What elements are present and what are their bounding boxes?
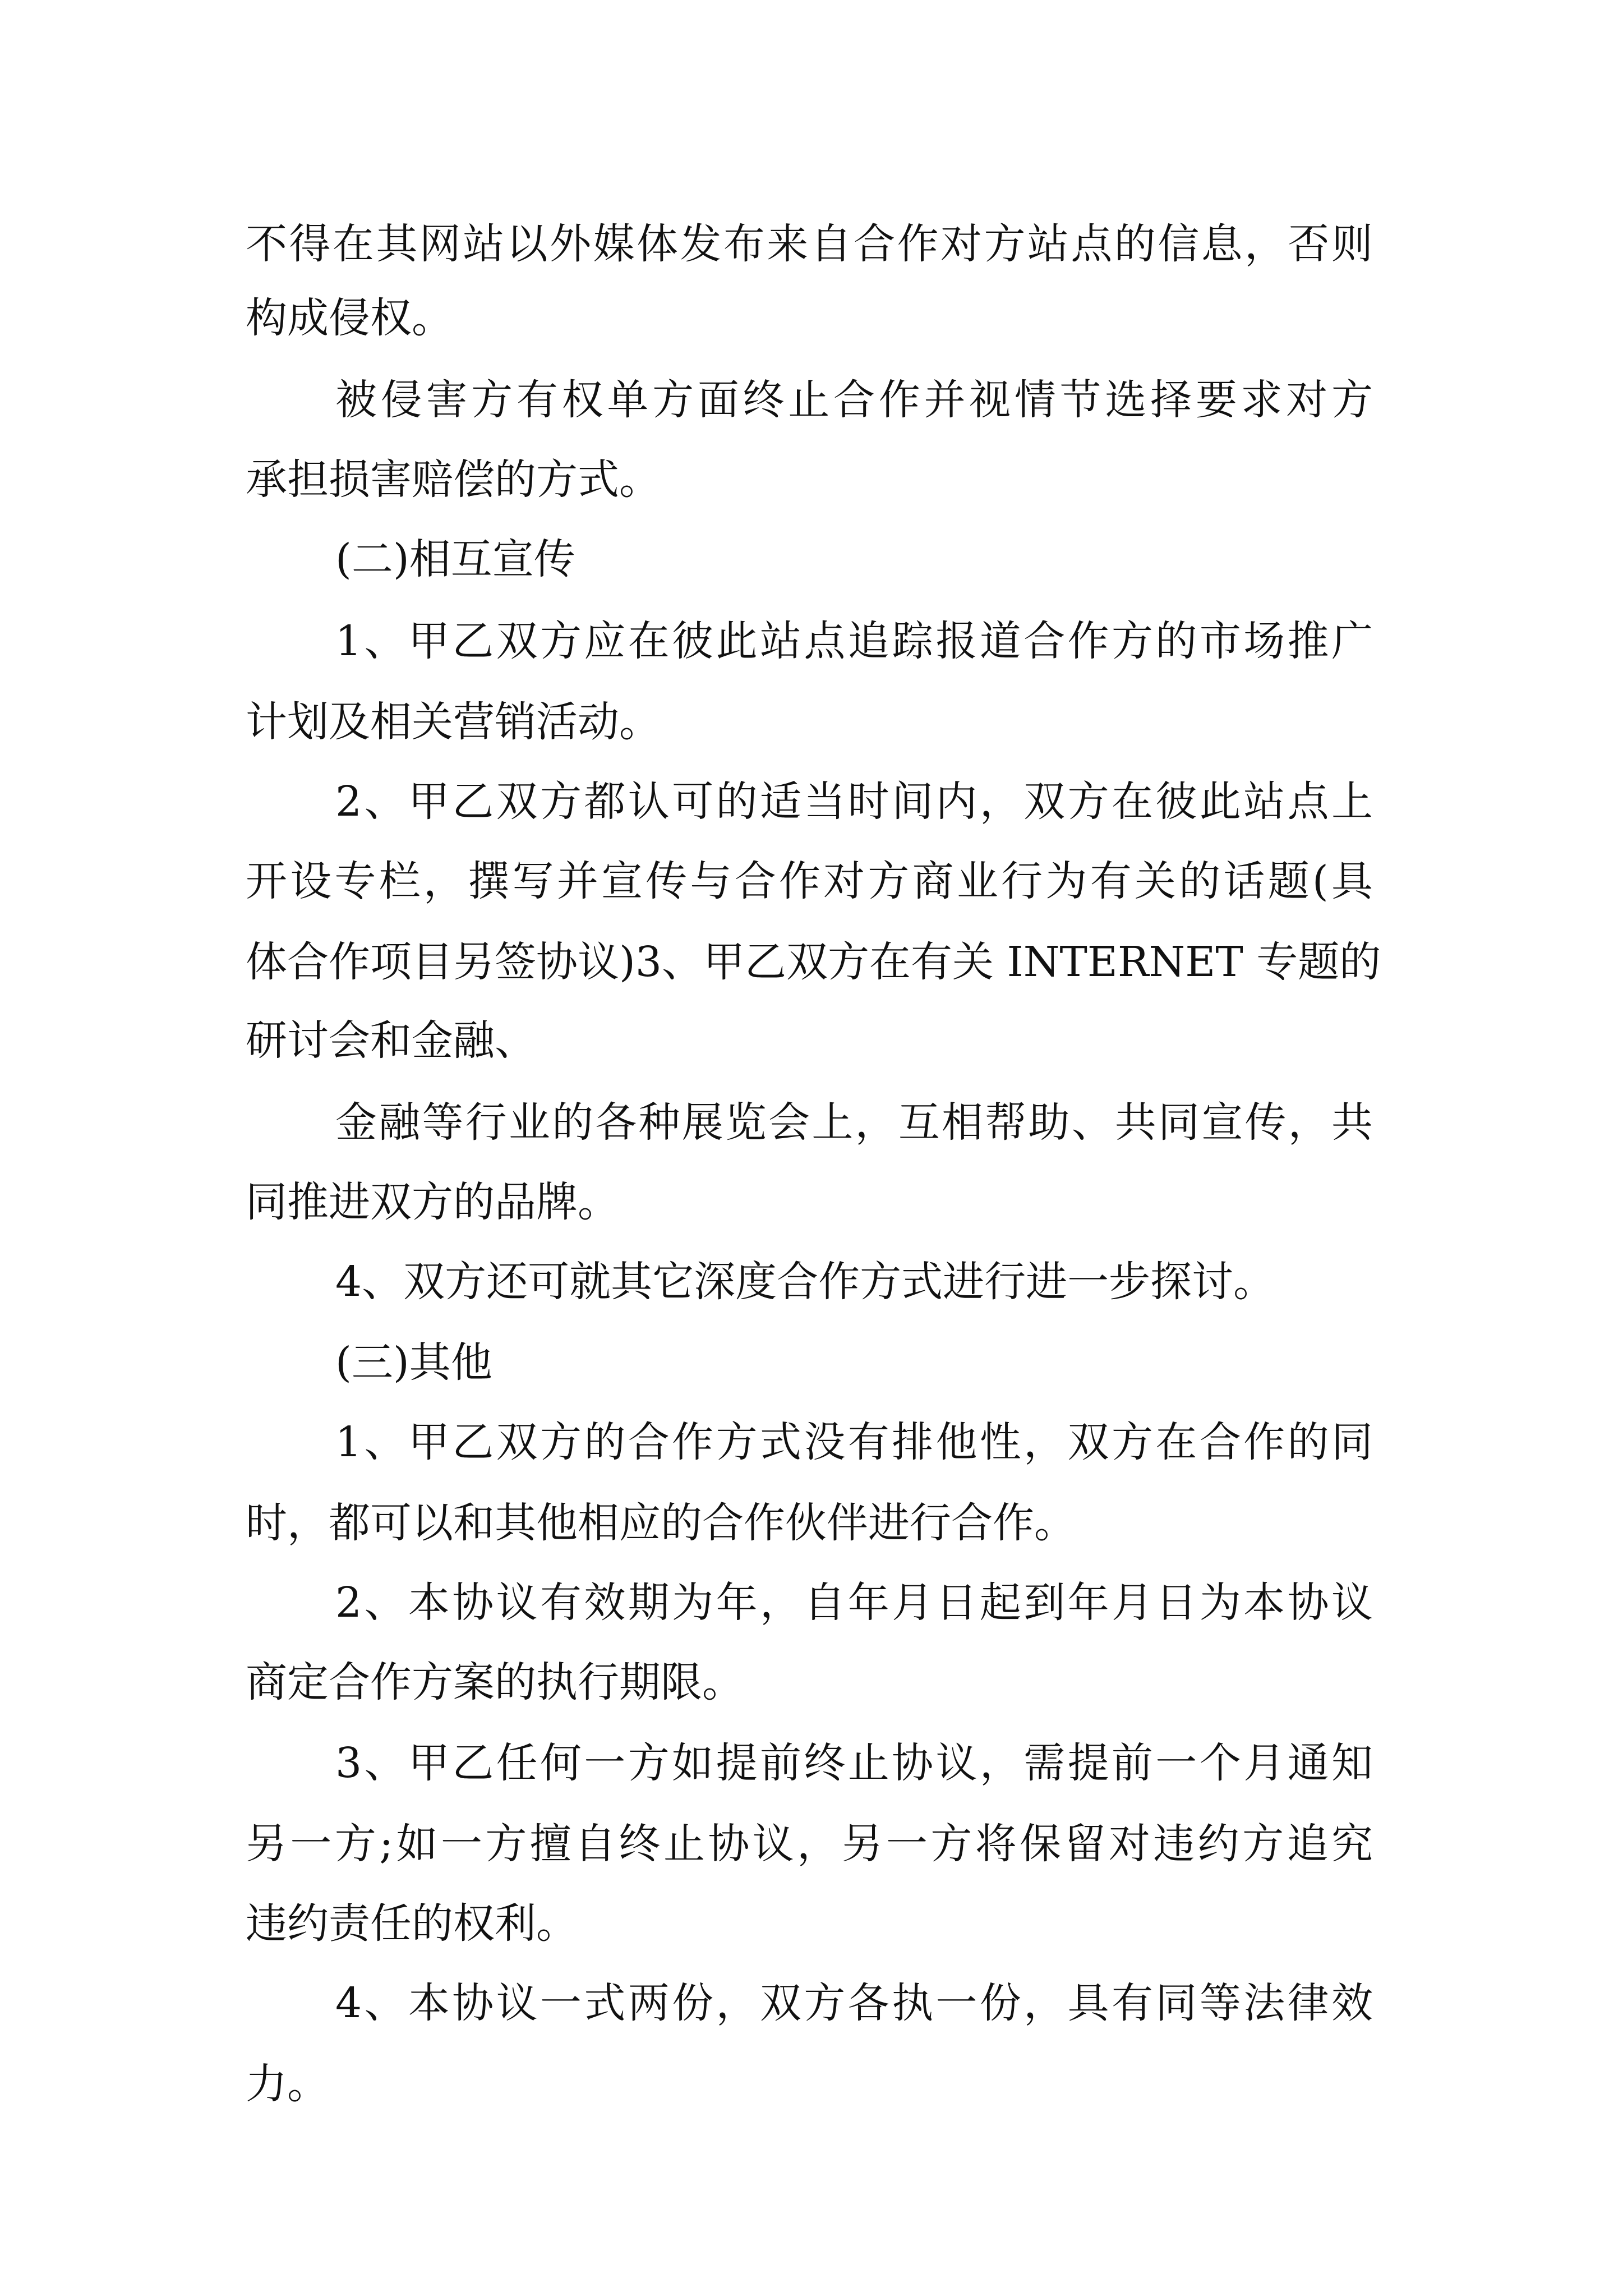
text-line-24 (246, 2042, 1623, 2126)
text-line-18-content: 2、本协议有效期为年，自年月日起到年月日为本协议 (335, 1579, 1373, 1627)
text-line-12-content: 金融等行业的各种展览会上，互相帮助、共同宣传，共 (335, 1098, 1373, 1147)
text-line-23 (335, 1961, 1623, 2045)
text-line-08-content: 2、甲乙双方都认可的适当时间内，双方在彼此站点上 (335, 777, 1373, 826)
text-line-20 (335, 1721, 1623, 1805)
text-line-17-content: 时，都可以和其他相应的合作伙伴进行合作。 (246, 1499, 1076, 1547)
text-line-09 (246, 839, 1623, 923)
text-line-20-content: 3、甲乙任何一方如提前终止协议，需提前一个月通知 (335, 1739, 1373, 1787)
text-line-01-content: 不得在其网站以外媒体发布来自合作对方站点的信息，否则 (246, 220, 1373, 268)
text-line-03 (335, 358, 1623, 442)
text-line-14-content: 4、双方还可就其它深度合作方式进行进一步探讨。 (335, 1258, 1275, 1306)
text-line-23-content: 4、本协议一式两份，双方各执一份，具有同等法律效 (335, 1979, 1373, 2027)
text-line-04-content: 承担损害赔偿的方式。 (246, 455, 661, 504)
text-line-02 (246, 276, 1623, 360)
section-heading-3: (三)其他 (335, 1338, 492, 1387)
text-line-15 (335, 1320, 1623, 1405)
text-line-01 (246, 202, 1623, 286)
section-heading-2: (二)相互宣传 (335, 535, 575, 583)
text-line-22-content: 违约责任的权利。 (246, 1899, 578, 1948)
text-line-17 (246, 1481, 1623, 1565)
text-line-19-content: 商定合作方案的执行期限。 (246, 1658, 744, 1706)
text-line-21 (246, 1802, 1623, 1886)
text-line-07 (246, 680, 1623, 764)
text-line-13-content: 同推进双方的品牌。 (246, 1178, 619, 1226)
text-line-14 (335, 1240, 1623, 1324)
text-line-12 (335, 1080, 1623, 1165)
text-line-13 (246, 1160, 1623, 1244)
text-line-24-content: 力。 (246, 2060, 329, 2108)
text-line-06-content: 1、甲乙双方应在彼此站点追踪报道合作方的市场推广 (335, 617, 1373, 665)
text-line-11 (246, 999, 1623, 1083)
text-line-18 (335, 1561, 1623, 1645)
text-line-03-content: 被侵害方有权单方面终止合作并视情节选择要求对方 (335, 376, 1373, 424)
text-line-16-content: 1、甲乙双方的合作方式没有排他性，双方在合作的同 (335, 1418, 1373, 1466)
text-line-21-content: 另一方;如一方擅自终止协议，另一方将保留对违约方追究 (246, 1820, 1373, 1868)
text-line-02-content: 构成侵权。 (246, 294, 453, 342)
text-line-04 (246, 438, 1623, 522)
text-line-22 (246, 1881, 1623, 1966)
text-line-07-content: 计划及相关营销活动。 (246, 698, 661, 746)
text-line-16 (335, 1400, 1623, 1484)
text-line-09-content: 开设专栏，撰写并宣传与合作对方商业行为有关的话题(具 (246, 857, 1373, 905)
text-line-10 (246, 920, 1623, 1004)
text-line-08 (335, 760, 1623, 844)
text-line-06 (335, 599, 1623, 683)
text-line-19 (246, 1640, 1623, 1724)
text-line-05 (335, 517, 1623, 601)
text-line-11-content: 研讨会和金融、 (246, 1016, 536, 1065)
text-line-10-content: 体合作项目另签协议)3、甲乙双方在有关 INTERNET 专题的 (246, 938, 1381, 986)
